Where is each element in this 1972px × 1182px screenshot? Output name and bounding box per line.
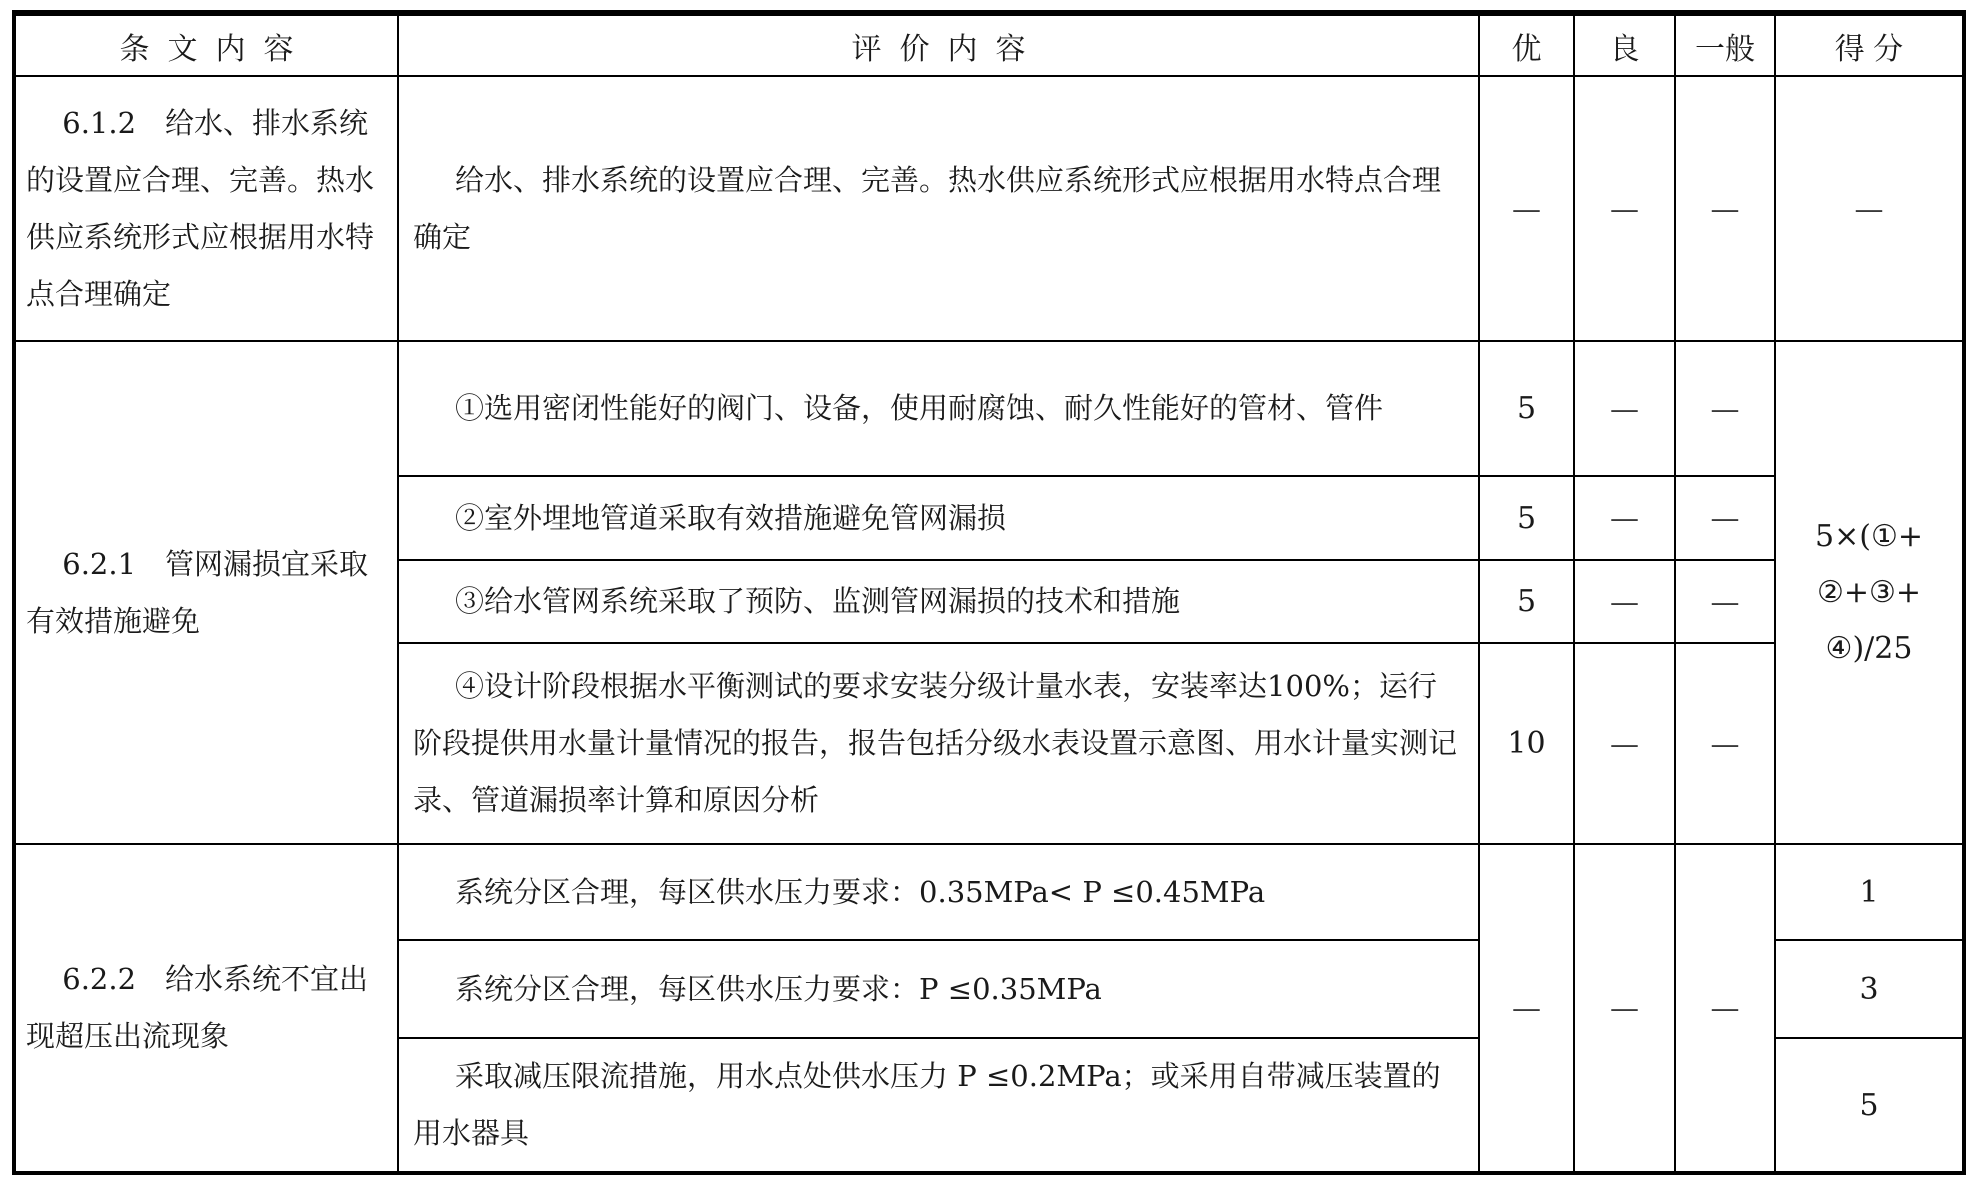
header-average: 一般 <box>1675 13 1775 76</box>
excellent-cell: 10 <box>1479 643 1574 844</box>
table-row <box>14 844 1964 940</box>
clause-text: 6.2.2 给水系统不宜出现超压出流现象 <box>26 962 369 1053</box>
score-cell: 3 <box>1775 940 1964 1038</box>
evaluation-text: 给水、排水系统的设置应合理、完善。热水供应系统形式应根据用水特点合理确定 <box>413 162 1442 254</box>
good-cell: — <box>1574 643 1675 844</box>
header-clause: 条文内容 <box>14 13 398 76</box>
evaluation-text: 系统分区合理，每区供水压力要求：P ≤0.35MPa <box>455 971 1102 1006</box>
average-cell: — <box>1675 560 1775 643</box>
header-good: 良 <box>1574 13 1675 76</box>
evaluation-text: ③给水管网系统采取了预防、监测管网漏损的技术和措施 <box>455 584 1181 618</box>
average-cell: — <box>1675 476 1775 560</box>
good-cell: — <box>1574 844 1675 1173</box>
score-formula-cell <box>1775 341 1964 844</box>
score-cell: 5 <box>1775 1038 1964 1173</box>
clause-text: 6.2.1 管网漏损宜采取有效措施避免 <box>26 546 369 638</box>
evaluation-table <box>12 10 1966 1175</box>
good-cell: — <box>1574 560 1675 643</box>
excellent-cell: — <box>1479 76 1574 341</box>
score-formula-line: 5×(①+ <box>1815 518 1923 554</box>
excellent-cell: 5 <box>1479 560 1574 643</box>
clause-cell <box>14 341 398 844</box>
good-cell: — <box>1574 476 1675 560</box>
header-score: 得分 <box>1775 13 1964 76</box>
evaluation-cell <box>398 76 1479 341</box>
average-cell: — <box>1675 341 1775 476</box>
evaluation-cell <box>398 940 1479 1038</box>
average-cell: — <box>1675 844 1775 1173</box>
score-cell: 1 <box>1775 844 1964 940</box>
table-row <box>14 76 1964 341</box>
evaluation-text: ①选用密闭性能好的阀门、设备，使用耐腐蚀、耐久性能好的管材、管件 <box>455 391 1384 425</box>
clause-cell <box>14 76 398 341</box>
evaluation-text: ②室外埋地管道采取有效措施避免管网漏损 <box>455 500 1007 535</box>
clause-cell <box>14 844 398 1173</box>
excellent-cell: 5 <box>1479 476 1574 560</box>
clause-text: 6.1.2 给水、排水系统的设置应合理、完善。热水供应系统形式应根据用水特点合理确定 <box>26 105 375 311</box>
evaluation-text: ④设计阶段根据水平衡测试的要求安装分级计量水表，安装率达100%；运行阶段提供用水量计量情况的报告，报告包括分级水表设置示意图、用水计量实测记录、管道漏损率计算和原因分析 <box>413 669 1458 817</box>
good-cell: — <box>1574 76 1675 341</box>
average-cell: — <box>1675 76 1775 341</box>
evaluation-cell <box>398 560 1479 643</box>
evaluation-text: 系统分区合理，每区供水压力要求：0.35MPa< P ≤0.45MPa <box>455 874 1266 909</box>
evaluation-cell <box>398 1038 1479 1173</box>
evaluation-cell <box>398 476 1479 560</box>
header-row <box>14 13 1964 76</box>
evaluation-cell <box>398 844 1479 940</box>
excellent-cell: — <box>1479 844 1574 1173</box>
evaluation-cell <box>398 341 1479 476</box>
excellent-cell: 5 <box>1479 341 1574 476</box>
table-row <box>14 341 1964 476</box>
average-cell: — <box>1675 643 1775 844</box>
header-excellent: 优 <box>1479 13 1574 76</box>
score-formula-line: ④)/25 <box>1825 630 1913 666</box>
score-cell: — <box>1775 76 1964 341</box>
good-cell: — <box>1574 341 1675 476</box>
evaluation-cell <box>398 643 1479 844</box>
evaluation-text: 采取减压限流措施，用水点处供水压力 P ≤0.2MPa；或采用自带减压装置的用水器具 <box>413 1059 1441 1150</box>
score-formula-line: ②+③+ <box>1816 574 1922 610</box>
header-evaluation: 评价内容 <box>398 13 1479 76</box>
